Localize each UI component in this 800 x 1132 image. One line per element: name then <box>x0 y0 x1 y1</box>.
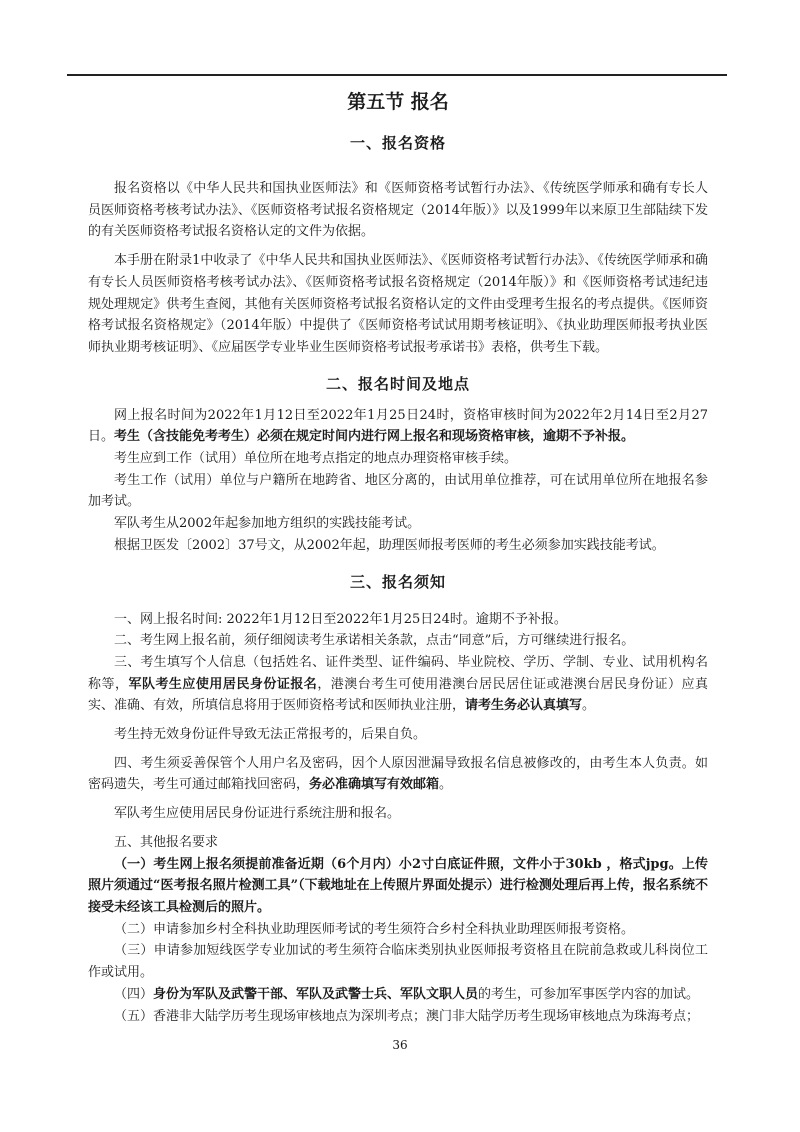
list-item <box>88 652 708 717</box>
page-content <box>88 84 708 1027</box>
header-rule <box>67 74 727 76</box>
text-span: 的考生，可参加军事医学内容的加试。 <box>478 986 700 1002</box>
bold-text: 考生（含技能免考考生）必须在规定时间内进行网上报名和现场资格审核，逾期不予补报。 <box>114 429 635 445</box>
paragraph: 本手册在附录1中收录了《中华人民共和国执业医师法》、《医师资格考试暂行办法》、《传统医学师承和确有专长人员医师资格考核考试办法》、《医师资格考试报名资格规定（2014年版）》和《医师资格考试违纪违规处理规定》供考生查阅，其他有关医师资格考试报名资格认定的文件由受理考生报名的考点提供。《医师资格考试报名资格规定》（2014年版）中提供了《医师资格考试试用期考核证明》、《执业助理医师报考执业医师执业期考核证明》、《应届医学专业毕业生医师资格考试报考承诺书》表格，供考生下载。 <box>88 253 708 355</box>
section-heading-notice: 三、报名须知 <box>349 572 446 591</box>
paragraph <box>88 405 708 448</box>
list-item <box>88 753 708 796</box>
section-heading-time-place: 二、报名时间及地点 <box>325 374 470 393</box>
paragraph: 考生应到工作（试用）单位所在地考点指定的地点办理资格审核手续。 <box>114 451 518 467</box>
section-heading-eligibility: 一、报名资格 <box>349 134 446 152</box>
paragraph: 根据卫医发〔2002〕37号文，从2002年起，助理医师报考医师的考生必须参加实践技能考试。 <box>114 537 665 553</box>
text-span: （四） <box>114 986 154 1002</box>
sub-item: （二）申请参加乡村全科执业助理医师考试的考生须符合乡村全科执业助理医师报考资格。 <box>114 921 635 937</box>
bold-text: 务必准确填写有效邮箱 <box>309 777 440 793</box>
sub-item: （三）申请参加短线医学专业加试的考生须符合临床类别执业医师报考资格且在院前急救或儿科岗位工作或试用。 <box>88 943 708 981</box>
bold-text: （一）考生网上报名须提前准备近期（6个月内）小2寸白底证件照，文件小于30kb ，格式jpg。上传照片须通过“医考报名照片检测工具”（下载地址在上传照片界面处提示）进行检测处理后再上传，报名系统不接受未经该工具检测后的照片。 <box>88 856 708 915</box>
list-item: 五、其他报名要求 <box>114 834 219 850</box>
text-span: 。 <box>582 698 596 714</box>
page-number: 36 <box>392 1038 408 1052</box>
text-span: 四、考生须妥善保管个人用户名及密码，因个人原因泄漏导致报名信息被修改的，由考生本人负责。如密码遗失，考生可通过邮箱找回密码， <box>88 755 708 793</box>
page-title: 第五节 报名 <box>347 91 449 113</box>
bold-text: 军队考生应使用居民身份证报名 <box>128 676 318 692</box>
text-span: 三、考生填写个人信息（包括姓名、证件类型、证件编码、毕业院校、学历、学制、专业、试用机构名称等， <box>88 654 708 692</box>
list-item: 一、网上报名时间: 2022年1月12日至2022年1月25日24时。逾期不予补报。 <box>114 611 567 627</box>
sub-item <box>88 854 708 919</box>
paragraph: 报名资格以《中华人民共和国执业医师法》和《医师资格考试暂行办法》、《传统医学师承和确有专长人员医师资格考核考试办法》、《医师资格考试报名资格规定（2014年版）》以及1999年以来原卫生部陆续下发的有关医师资格考试报名资格认定的文件为依据。 <box>88 181 708 240</box>
bold-text: 请考生务必认真填写 <box>465 698 583 714</box>
paragraph: 军队考生从2002年起参加地方组织的实践技能考试。 <box>114 516 421 532</box>
text-span: ，港澳台考生可使用港澳台居民居住证或港澳台居民身份证）应真实、准确、有效，所填信息将用于医师资格考试和医师执业注册， <box>88 676 708 714</box>
paragraph: 考生持无效身份证件导致无法正常报考的，后果自负。 <box>114 727 427 743</box>
text-span: 。 <box>439 777 453 793</box>
list-item: 二、考生网上报名前，须仔细阅读考生承诺相关条款，点击“同意”后，方可继续进行报名。 <box>114 633 635 649</box>
text-span: 网上报名时间为2022年1月12日至2022年1月25日24时，资格审核时间为2022年2月14日至2月27日。 <box>88 407 708 445</box>
sub-item: （五）香港非大陆学历考生现场审核地点为深圳考点；澳门非大陆学历考生现场审核地点为珠海考点； <box>114 1008 700 1024</box>
paragraph: 军队考生应使用居民身份证进行系统注册和报名。 <box>114 806 401 822</box>
sub-item <box>88 984 708 1006</box>
bold-text: 身份为军队及武警干部、军队及武警士兵、军队文职人员 <box>153 986 479 1002</box>
paragraph: 考生工作（试用）单位与户籍所在地跨省、地区分离的，由试用单位推荐，可在试用单位所在地报名参加考试。 <box>88 472 708 510</box>
